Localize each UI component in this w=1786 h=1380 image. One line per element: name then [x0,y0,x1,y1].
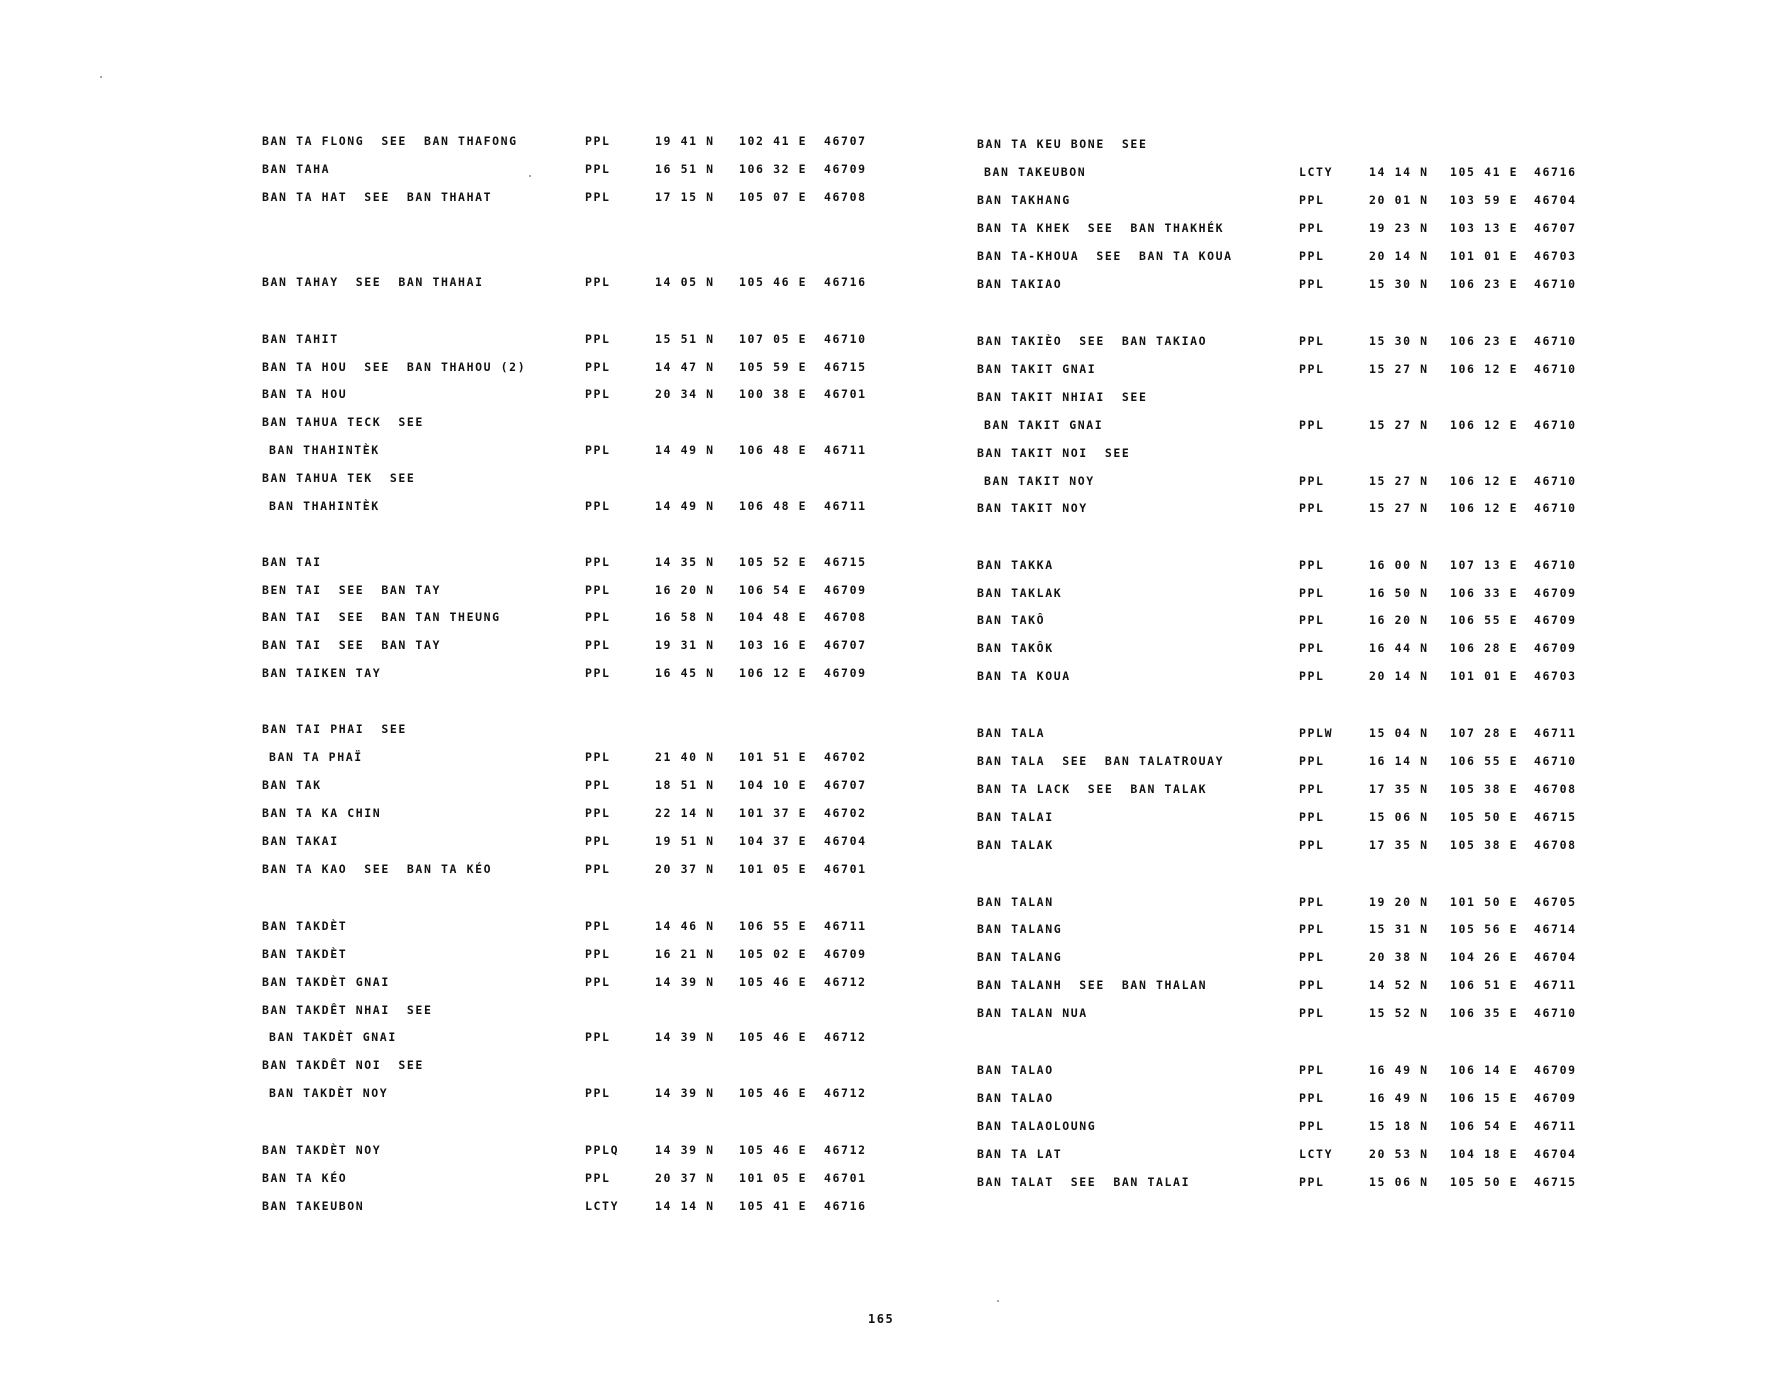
feature-designation: PPL [585,499,611,513]
place-name: BAN TAKDÊT NHAI SEE [262,1003,433,1017]
map-sheet-code: 46709 [1534,641,1577,655]
page-number: 165 [868,1312,895,1326]
latitude: 16 44 N [1369,641,1429,655]
scan-speck [529,175,531,177]
latitude: 14 46 N [655,919,715,933]
place-name: BAN TALAK [977,838,1054,852]
place-name: BAN TAKHANG [977,193,1071,207]
longitude: 106 12 E [739,666,808,680]
feature-designation: PPL [1299,810,1325,824]
feature-designation: PPL [1299,1091,1325,1105]
latitude: 14 39 N [655,1143,715,1157]
longitude: 106 12 E [1450,501,1519,515]
place-name: BAN TALA [977,726,1046,740]
place-name: BAN TAI [262,555,322,569]
place-name: BAN TAKDÈT [262,919,348,933]
feature-designation: PPL [1299,641,1325,655]
longitude: 106 54 E [1450,1119,1519,1133]
longitude: 106 12 E [1450,474,1519,488]
feature-designation: LCTY [1299,1147,1334,1161]
latitude: 20 01 N [1369,193,1429,207]
place-name: BAN THAHINTÈK [269,499,380,513]
feature-designation: PPL [1299,1119,1325,1133]
feature-designation: PPL [1299,782,1325,796]
map-sheet-code: 46708 [824,190,867,204]
feature-designation: PPL [585,862,611,876]
longitude: 105 46 E [739,275,808,289]
longitude: 106 33 E [1450,586,1519,600]
longitude: 100 38 E [739,387,808,401]
latitude: 19 31 N [655,638,715,652]
place-name: BAN TAKLAK [977,586,1063,600]
latitude: 18 51 N [655,778,715,792]
latitude: 14 14 N [655,1199,715,1213]
map-sheet-code: 46711 [1534,978,1577,992]
place-name: BAN TALAO [977,1063,1054,1077]
longitude: 105 59 E [739,360,808,374]
longitude: 106 12 E [1450,418,1519,432]
map-sheet-code: 46712 [824,1143,867,1157]
feature-designation: PPL [585,975,611,989]
latitude: 21 40 N [655,750,715,764]
feature-designation: PPL [1299,558,1325,572]
longitude: 106 51 E [1450,978,1519,992]
longitude: 104 10 E [739,778,808,792]
map-sheet-code: 46712 [824,1030,867,1044]
map-sheet-code: 46710 [1534,362,1577,376]
longitude: 105 52 E [739,555,808,569]
longitude: 106 48 E [739,499,808,513]
feature-designation: PPL [585,555,611,569]
place-name: BAN TAKÔ [977,613,1046,627]
latitude: 15 06 N [1369,1175,1429,1189]
latitude: 16 20 N [1369,613,1429,627]
latitude: 16 14 N [1369,754,1429,768]
map-sheet-code: 46709 [1534,1063,1577,1077]
feature-designation: PPL [1299,895,1325,909]
feature-designation: PPL [585,583,611,597]
latitude: 15 27 N [1369,474,1429,488]
feature-designation: PPLW [1299,726,1334,740]
latitude: 14 39 N [655,1030,715,1044]
map-sheet-code: 46703 [1534,249,1577,263]
longitude: 105 46 E [739,1030,808,1044]
latitude: 15 06 N [1369,810,1429,824]
map-sheet-code: 46711 [1534,726,1577,740]
place-name: BAN TA HAT SEE BAN THAHAT [262,190,493,204]
latitude: 20 53 N [1369,1147,1429,1161]
place-name: BEN TAI SEE BAN TAY [262,583,441,597]
place-name: BAN TALAI [977,810,1054,824]
longitude: 105 41 E [1450,165,1519,179]
latitude: 15 52 N [1369,1006,1429,1020]
place-name: BAN TAKDÈT GNAI [262,975,390,989]
place-name: BAN TA KAO SEE BAN TA KÉO [262,862,493,876]
feature-designation: PPL [585,666,611,680]
longitude: 104 48 E [739,610,808,624]
latitude: 17 15 N [655,190,715,204]
feature-designation: PPL [1299,838,1325,852]
map-sheet-code: 46709 [824,947,867,961]
latitude: 14 49 N [655,499,715,513]
place-name: BAN TAKDÊT NOI SEE [262,1058,424,1072]
map-sheet-code: 46710 [1534,334,1577,348]
longitude: 101 01 E [1450,249,1519,263]
place-name: BAN TAI SEE BAN TAY [262,638,441,652]
place-name: BAN TA HOU [262,387,348,401]
place-name: BAN TAHIT [262,332,339,346]
latitude: 20 14 N [1369,249,1429,263]
place-name: BAN TALAOLOUNG [977,1119,1097,1133]
map-sheet-code: 46709 [1534,586,1577,600]
place-name: BAN TALAT SEE BAN TALAI [977,1175,1191,1189]
scan-speck [997,1300,999,1302]
longitude: 105 38 E [1450,782,1519,796]
place-name: BAN TA HOU SEE BAN THAHOU (2) [262,360,527,374]
place-name: BAN TAK [262,778,322,792]
latitude: 14 14 N [1369,165,1429,179]
feature-designation: PPL [1299,669,1325,683]
longitude: 105 46 E [739,975,808,989]
latitude: 16 20 N [655,583,715,597]
place-name: BAN TAKDÈT GNAI [269,1030,397,1044]
longitude: 106 35 E [1450,1006,1519,1020]
place-name: BAN TA LACK SEE BAN TALAK [977,782,1208,796]
longitude: 105 46 E [739,1086,808,1100]
place-name: BAN TALAN [977,895,1054,909]
latitude: 14 05 N [655,275,715,289]
map-sheet-code: 46715 [1534,810,1577,824]
feature-designation: PPL [1299,474,1325,488]
feature-designation: PPL [585,610,611,624]
latitude: 14 39 N [655,1086,715,1100]
latitude: 14 47 N [655,360,715,374]
map-sheet-code: 46710 [1534,277,1577,291]
longitude: 101 05 E [739,862,808,876]
place-name: BAN TA KOUA [977,669,1071,683]
map-sheet-code: 46704 [1534,950,1577,964]
map-sheet-code: 46711 [824,499,867,513]
longitude: 106 23 E [1450,277,1519,291]
longitude: 106 55 E [1450,754,1519,768]
place-name: BAN TAKDÈT [262,947,348,961]
map-sheet-code: 46702 [824,750,867,764]
latitude: 14 49 N [655,443,715,457]
longitude: 106 23 E [1450,334,1519,348]
longitude: 103 16 E [739,638,808,652]
map-sheet-code: 46701 [824,1171,867,1185]
feature-designation: PPL [585,919,611,933]
map-sheet-code: 46715 [824,360,867,374]
feature-designation: PPLQ [585,1143,620,1157]
place-name: BAN TALANH SEE BAN THALAN [977,978,1208,992]
map-sheet-code: 46710 [824,332,867,346]
feature-designation: PPL [585,387,611,401]
latitude: 19 41 N [655,134,715,148]
place-name: BAN TAKIT NOY [977,501,1088,515]
longitude: 101 37 E [739,806,808,820]
latitude: 16 50 N [1369,586,1429,600]
map-sheet-code: 46708 [1534,782,1577,796]
latitude: 19 20 N [1369,895,1429,909]
longitude: 107 05 E [739,332,808,346]
map-sheet-code: 46707 [1534,221,1577,235]
feature-designation: PPL [1299,221,1325,235]
longitude: 105 41 E [739,1199,808,1213]
feature-designation: PPL [585,134,611,148]
map-sheet-code: 46711 [824,443,867,457]
longitude: 101 05 E [739,1171,808,1185]
feature-designation: PPL [585,1030,611,1044]
place-name: BAN TAKIT GNAI [977,362,1097,376]
place-name: BAN TALAN NUA [977,1006,1088,1020]
feature-designation: PPL [585,1171,611,1185]
longitude: 107 28 E [1450,726,1519,740]
place-name: BAN TAHUA TECK SEE [262,415,424,429]
map-sheet-code: 46709 [1534,613,1577,627]
latitude: 15 27 N [1369,501,1429,515]
map-sheet-code: 46711 [1534,1119,1577,1133]
map-sheet-code: 46715 [1534,1175,1577,1189]
longitude: 101 50 E [1450,895,1519,909]
latitude: 20 37 N [655,1171,715,1185]
longitude: 104 26 E [1450,950,1519,964]
feature-designation: PPL [585,332,611,346]
map-sheet-code: 46710 [1534,558,1577,572]
feature-designation: PPL [1299,249,1325,263]
map-sheet-code: 46708 [824,610,867,624]
latitude: 15 30 N [1369,277,1429,291]
latitude: 15 30 N [1369,334,1429,348]
longitude: 106 15 E [1450,1091,1519,1105]
latitude: 20 14 N [1369,669,1429,683]
longitude: 106 14 E [1450,1063,1519,1077]
latitude: 20 34 N [655,387,715,401]
latitude: 20 38 N [1369,950,1429,964]
latitude: 14 52 N [1369,978,1429,992]
map-sheet-code: 46710 [1534,474,1577,488]
longitude: 105 07 E [739,190,808,204]
place-name: BAN TAKIÈO SEE BAN TAKIAO [977,334,1208,348]
latitude: 16 45 N [655,666,715,680]
place-name: BAN TALANG [977,922,1063,936]
place-name: BAN TAKAI [262,834,339,848]
place-name: BAN TAKDÈT NOY [262,1143,382,1157]
feature-designation: PPL [1299,193,1325,207]
longitude: 101 51 E [739,750,808,764]
place-name: BAN TA PHAÏ [269,750,363,764]
map-sheet-code: 46701 [824,387,867,401]
place-name: BAN TAIKEN TAY [262,666,382,680]
place-name: BAN TA KA CHIN [262,806,382,820]
latitude: 19 23 N [1369,221,1429,235]
place-name: BAN TAHA [262,162,331,176]
latitude: 15 18 N [1369,1119,1429,1133]
place-name: BAN TA KHEK SEE BAN THAKHÉK [977,221,1225,235]
longitude: 105 46 E [739,1143,808,1157]
place-name: BAN TAKIT NHIAI SEE [977,390,1148,404]
feature-designation: PPL [585,638,611,652]
latitude: 22 14 N [655,806,715,820]
map-sheet-code: 46705 [1534,895,1577,909]
map-sheet-code: 46710 [1534,418,1577,432]
place-name: BAN TAI SEE BAN TAN THEUNG [262,610,501,624]
place-name: BAN TAKIT NOI SEE [977,446,1131,460]
map-sheet-code: 46709 [824,162,867,176]
feature-designation: PPL [585,750,611,764]
latitude: 16 49 N [1369,1091,1429,1105]
map-sheet-code: 46704 [1534,1147,1577,1161]
place-name: BAN TAKEUBON [984,165,1087,179]
map-sheet-code: 46701 [824,862,867,876]
place-name: BAN TAKDÈT NOY [269,1086,389,1100]
map-sheet-code: 46710 [1534,754,1577,768]
longitude: 106 32 E [739,162,808,176]
map-sheet-code: 46712 [824,975,867,989]
feature-designation: PPL [1299,978,1325,992]
feature-designation: LCTY [585,1199,620,1213]
place-name: BAN TAKEUBON [262,1199,365,1213]
feature-designation: PPL [585,275,611,289]
map-sheet-code: 46707 [824,778,867,792]
longitude: 106 55 E [1450,613,1519,627]
place-name: BAN TAHAY SEE BAN THAHAI [262,275,484,289]
longitude: 104 37 E [739,834,808,848]
latitude: 15 27 N [1369,418,1429,432]
latitude: 15 31 N [1369,922,1429,936]
feature-designation: PPL [1299,1006,1325,1020]
place-name: BAN TALANG [977,950,1063,964]
feature-designation: PPL [1299,418,1325,432]
longitude: 101 01 E [1450,669,1519,683]
longitude: 103 13 E [1450,221,1519,235]
map-sheet-code: 46716 [824,1199,867,1213]
map-sheet-code: 46707 [824,638,867,652]
latitude: 16 49 N [1369,1063,1429,1077]
feature-designation: PPL [585,360,611,374]
feature-designation: LCTY [1299,165,1334,179]
map-sheet-code: 46712 [824,1086,867,1100]
longitude: 105 50 E [1450,810,1519,824]
place-name: BAN TAKKA [977,558,1054,572]
place-name: BAN TA KEU BONE SEE [977,137,1148,151]
map-sheet-code: 46716 [824,275,867,289]
feature-designation: PPL [585,778,611,792]
longitude: 106 55 E [739,919,808,933]
map-sheet-code: 46708 [1534,838,1577,852]
place-name: BAN TAKIT NOY [984,474,1095,488]
feature-designation: PPL [585,443,611,457]
longitude: 106 12 E [1450,362,1519,376]
longitude: 107 13 E [1450,558,1519,572]
feature-designation: PPL [1299,922,1325,936]
place-name: BAN TAKIT GNAI [984,418,1104,432]
place-name: BAN TA KÉO [262,1171,348,1185]
feature-designation: PPL [1299,277,1325,291]
latitude: 14 39 N [655,975,715,989]
place-name: BAN TALAO [977,1091,1054,1105]
place-name: BAN TA FLONG SEE BAN THAFONG [262,134,518,148]
map-sheet-code: 46709 [824,666,867,680]
latitude: 17 35 N [1369,838,1429,852]
longitude: 105 56 E [1450,922,1519,936]
feature-designation: PPL [585,1086,611,1100]
longitude: 106 48 E [739,443,808,457]
latitude: 16 21 N [655,947,715,961]
feature-designation: PPL [1299,1175,1325,1189]
longitude: 104 18 E [1450,1147,1519,1161]
longitude: 105 02 E [739,947,808,961]
longitude: 106 54 E [739,583,808,597]
feature-designation: PPL [1299,754,1325,768]
feature-designation: PPL [585,162,611,176]
feature-designation: PPL [585,834,611,848]
feature-designation: PPL [585,806,611,820]
map-sheet-code: 46714 [1534,922,1577,936]
place-name: BAN TA LAT [977,1147,1063,1161]
feature-designation: PPL [1299,362,1325,376]
feature-designation: PPL [1299,1063,1325,1077]
place-name: BAN TAKIAO [977,277,1063,291]
map-sheet-code: 46709 [1534,1091,1577,1105]
map-sheet-code: 46715 [824,555,867,569]
map-sheet-code: 46709 [824,583,867,597]
map-sheet-code: 46703 [1534,669,1577,683]
place-name: BAN TALA SEE BAN TALATROUAY [977,754,1225,768]
place-name: BAN TAI PHAI SEE [262,722,407,736]
place-name: BAN TAHUA TEK SEE [262,471,416,485]
latitude: 16 00 N [1369,558,1429,572]
map-sheet-code: 46702 [824,806,867,820]
latitude: 16 58 N [655,610,715,624]
latitude: 15 27 N [1369,362,1429,376]
scan-speck [100,76,102,78]
feature-designation: PPL [585,190,611,204]
place-name: BAN TA-KHOUA SEE BAN TA KOUA [977,249,1233,263]
longitude: 102 41 E [739,134,808,148]
longitude: 103 59 E [1450,193,1519,207]
map-sheet-code: 46704 [1534,193,1577,207]
feature-designation: PPL [1299,586,1325,600]
map-sheet-code: 46704 [824,834,867,848]
feature-designation: PPL [1299,613,1325,627]
map-sheet-code: 46716 [1534,165,1577,179]
map-sheet-code: 46710 [1534,1006,1577,1020]
latitude: 16 51 N [655,162,715,176]
longitude: 105 38 E [1450,838,1519,852]
feature-designation: PPL [1299,501,1325,515]
latitude: 14 35 N [655,555,715,569]
feature-designation: PPL [1299,334,1325,348]
place-name: BAN TAKÔK [977,641,1054,655]
map-sheet-code: 46707 [824,134,867,148]
longitude: 105 50 E [1450,1175,1519,1189]
latitude: 15 04 N [1369,726,1429,740]
feature-designation: PPL [585,947,611,961]
feature-designation: PPL [1299,950,1325,964]
latitude: 17 35 N [1369,782,1429,796]
map-sheet-code: 46711 [824,919,867,933]
latitude: 15 51 N [655,332,715,346]
place-name: BAN THAHINTÈK [269,443,380,457]
map-sheet-code: 46710 [1534,501,1577,515]
latitude: 20 37 N [655,862,715,876]
longitude: 106 28 E [1450,641,1519,655]
latitude: 19 51 N [655,834,715,848]
